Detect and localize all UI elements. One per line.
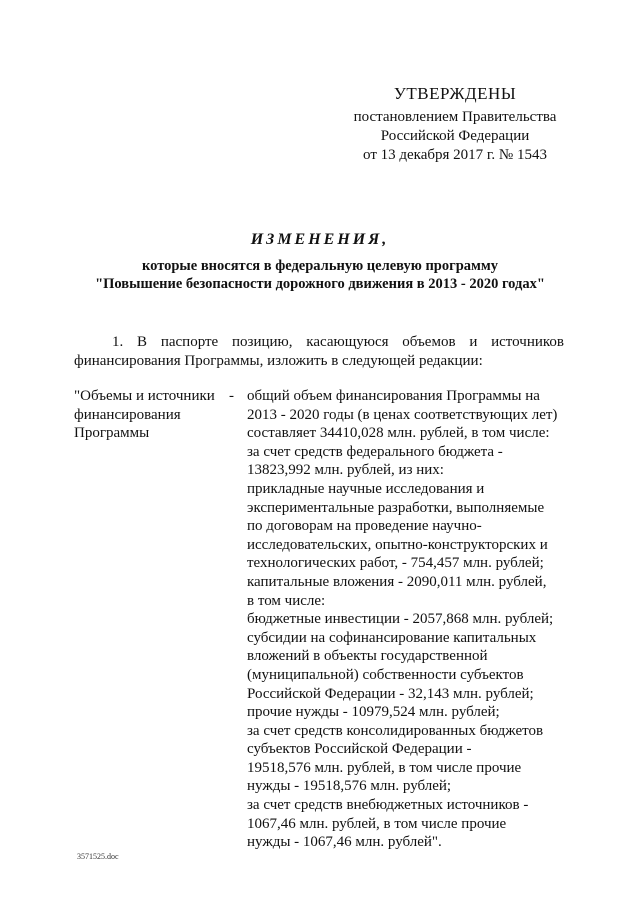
intro-line: 1. В паспорте позицию, касающуюся объемов и источников (112, 334, 564, 350)
approval-stamp (340, 84, 570, 165)
passport-position-value (247, 387, 567, 852)
subtitle-line: которые вносятся в федеральную целевую программу (141, 258, 499, 274)
value-line: исследовательских, опытно-конструкторских и (247, 536, 548, 553)
value-line: за счет средств консолидированных бюджетов (247, 722, 544, 739)
file-reference: 3571525.doc (77, 852, 119, 861)
subtitle-line: "Повышение безопасности дорожного движения в 2013 - 2020 годах" (95, 276, 545, 292)
value-line: прочие нужды - 10979,524 млн. рублей; (247, 704, 500, 721)
value-line: субъектов Российской Федерации - (247, 741, 472, 758)
value-line: нужды - 19518,576 млн. рублей; (247, 778, 452, 795)
label-dash: - (229, 388, 234, 404)
value-line: по договорам на проведение научно- (247, 518, 482, 535)
value-line: субсидии на софинансирование капитальных (247, 629, 537, 646)
label-line: Программы (74, 425, 150, 442)
value-line: в том числе: (247, 592, 326, 609)
value-line: 2013 - 2020 годы (в ценах соответствующих лет) (247, 406, 558, 423)
document-title: ИЗМЕНЕНИЯ, (250, 231, 390, 248)
value-line: (муниципальной) собственности субъектов (247, 666, 524, 683)
label-line: финансирования (74, 406, 181, 423)
value-line: составляет 34410,028 млн. рублей, в том числе: (247, 425, 550, 442)
label-line: "Объемы и источники (74, 388, 215, 404)
intro-line: финансирования Программы, изложить в следующей редакции: (74, 353, 483, 369)
value-line: за счет средств внебюджетных источников - (247, 797, 529, 814)
approval-heading: УТВЕРЖДЕНЫ (393, 84, 517, 103)
value-line: 13823,992 млн. рублей, из них: (247, 462, 444, 479)
value-line: Российской Федерации - 32,143 млн. рублей; (247, 685, 534, 702)
approval-date-number: от 13 декабря 2017 г. № 1543 (363, 147, 547, 163)
passport-position-label (74, 387, 224, 443)
value-line: экспериментальные разработки, выполняемые (247, 499, 545, 516)
value-line: общий объем финансирования Программы на (247, 388, 540, 404)
value-line: бюджетные инвестиции - 2057,868 млн. рублей; (247, 611, 554, 628)
value-line: нужды - 1067,46 млн. рублей". (247, 834, 442, 851)
value-line: 19518,576 млн. рублей, в том числе прочие (247, 759, 522, 776)
approval-line: постановлением Правительства (353, 109, 557, 125)
value-line: технологических работ, - 754,457 млн. рублей; (247, 555, 544, 572)
value-line: капитальные вложения - 2090,011 млн. рублей, (247, 573, 547, 590)
document-subtitle (60, 257, 580, 293)
approval-line: Российской Федерации (380, 128, 530, 144)
value-line: за счет средств федерального бюджета - (247, 443, 503, 460)
value-line: вложений в объекты государственной (247, 648, 488, 665)
intro-paragraph (74, 333, 564, 371)
value-line: прикладные научные исследования и (247, 480, 485, 497)
value-line: 1067,46 млн. рублей, в том числе прочие (247, 815, 507, 832)
